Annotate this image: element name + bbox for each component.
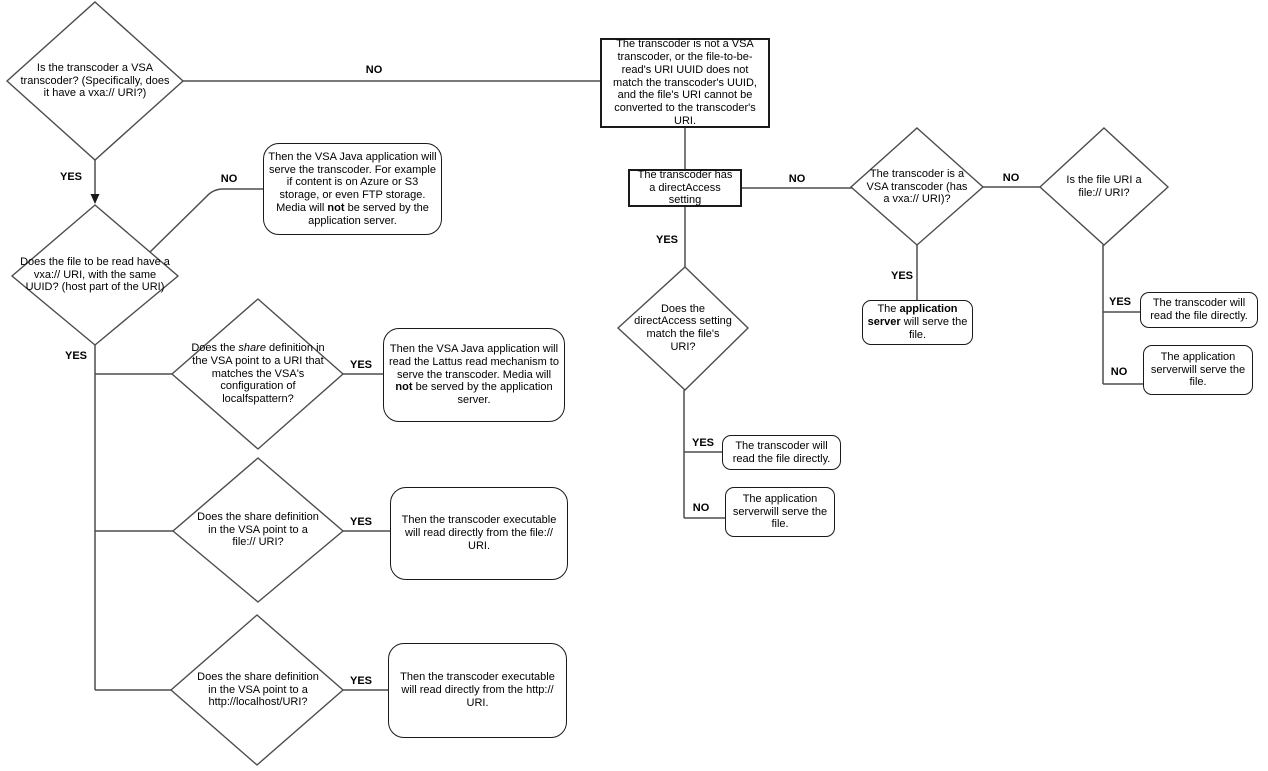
edge-label-r2-no: NO <box>788 173 806 185</box>
edge-label-d6-no: NO <box>692 502 710 514</box>
result-transcoder-reads-directly-right: The transcoder will read the file directly. <box>1140 292 1258 328</box>
share-italic: share <box>238 342 266 355</box>
edge-label-d6-yes: YES <box>691 437 715 449</box>
edge-label-d7-no: NO <box>1002 172 1020 184</box>
result-transcoder-reads-directly-mid: The transcoder will read the file directly. <box>722 435 841 470</box>
result-app-server-serves-mid: The application serverwill serve the file. <box>725 487 835 537</box>
not-bold: not <box>327 201 345 214</box>
decision-directaccess-match: Does the directAccess setting match the file's URI? <box>634 302 732 353</box>
edge-label-d3-yes: YES <box>349 359 373 371</box>
result-app-server-serves-right: The application serverwill serve the file. <box>1143 345 1253 395</box>
statement-not-vsa-transcoder: The transcoder is not a VSA transcoder, or the file-to-be-read's URI UUID does not match the transcoder's UUID, and the file's URI cannot be converted to the transcoder's URI. <box>600 38 770 128</box>
result-app-server-serves-file: The application server will serve the file. <box>862 300 973 345</box>
decision-file-uri-is-file: Is the file URI a file:// URI? <box>1066 174 1142 199</box>
decision-transcoder-is-vsa: The transcoder is a VSA transcoder (has a vxa:// URI)? <box>866 167 968 206</box>
decision-share-http-localhost: Does the share definition in the VSA point to a http://localhost/URI? <box>197 670 319 709</box>
edge-label-d2-no: NO <box>220 173 238 185</box>
edge-label-d2-yes: YES <box>64 350 88 362</box>
arrowhead-d1-d2 <box>91 194 100 204</box>
result-lattus-read-mechanism: Then the VSA Java application will read the Lattus read mechanism to serve the transcoder. Media will not be served by the application server. <box>383 328 565 422</box>
decision-file-vxa-uri-same-uuid: Does the file to be read have a vxa:// URI, with the same UUID? (host part of the URI) <box>20 255 170 294</box>
application-server-bold: application server <box>867 303 958 329</box>
edge-label-d8-yes: YES <box>1108 296 1132 308</box>
edge-label-d1-yes: YES <box>59 171 83 183</box>
statement-has-directaccess: The transcoder has a directAccess setting <box>628 169 742 207</box>
edge-label-d1-no: NO <box>365 64 383 76</box>
result-read-file-uri-directly: Then the transcoder executable will read directly from the file:// URI. <box>390 487 568 580</box>
decision-share-file-uri: Does the share definition in the VSA point to a file:// URI? <box>197 510 319 549</box>
result-vsa-java-serves-transcoder: Then the VSA Java application will serve the transcoder. For example if content is on Azure or S3 storage, or even FTP storage. Media will not be served by the application server. <box>263 143 442 235</box>
edge-label-r2-yes: YES <box>655 234 679 246</box>
edge-label-d7-yes: YES <box>890 270 914 282</box>
edge-label-d8-no: NO <box>1110 366 1128 378</box>
edge-label-d4-yes: YES <box>349 516 373 528</box>
decision-share-localfspattern: Does the share definition in the VSA point to a URI that matches the VSA's configuration of localfspattern? <box>191 342 325 406</box>
not-bold: not <box>395 381 413 394</box>
result-read-http-uri-directly: Then the transcoder executable will read directly from the http:// URI. <box>388 643 567 738</box>
edge-label-d5-yes: YES <box>349 675 373 687</box>
decision-is-vsa-transcoder: Is the transcoder a VSA transcoder? (Specifically, does it have a vxa:// URI?) <box>20 61 170 100</box>
